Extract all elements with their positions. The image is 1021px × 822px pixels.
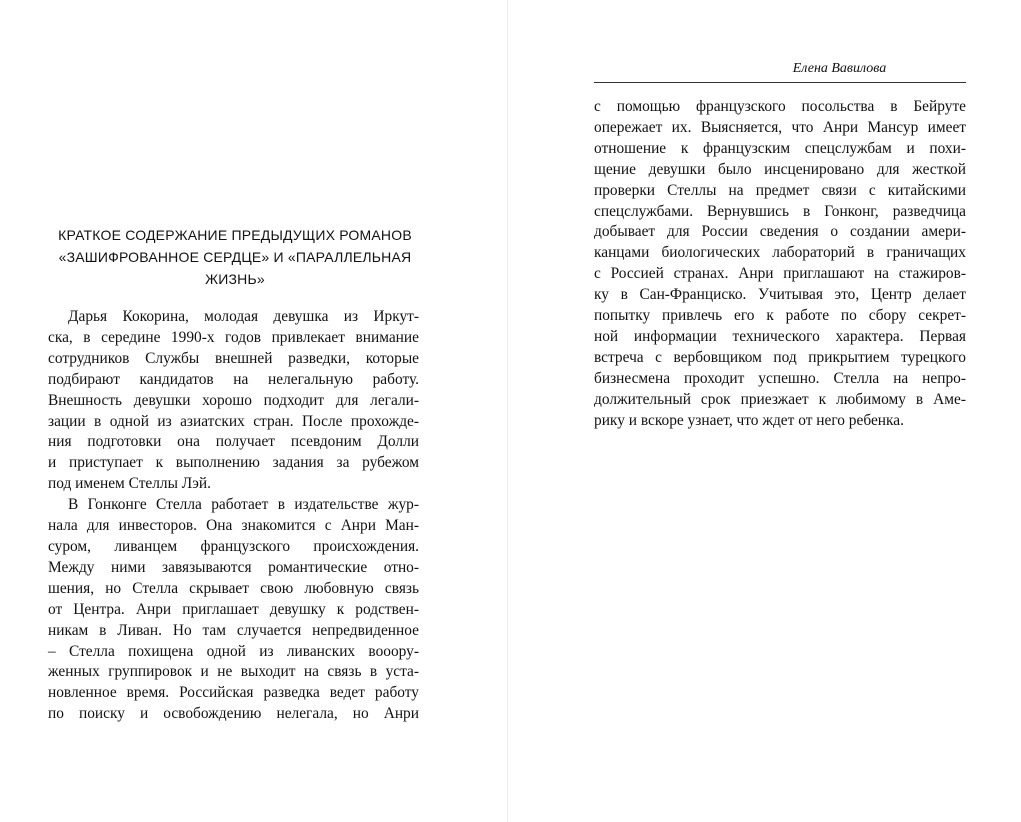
text-line: от Центра. Анри приглашает девушку к родствен- [48, 600, 419, 618]
header-rule [594, 82, 966, 83]
running-title: Елена Вавилова [792, 61, 887, 76]
text-line: и приступает к выполнению задания за рубежом [48, 454, 419, 472]
text-line: должительный срок приезжает к любимому в Аме- [594, 390, 966, 408]
text-line: – Стелла похищена одной из ливанских вооору- [48, 642, 419, 660]
text-line: женных группировок и не выходит на связь в уста- [48, 663, 419, 681]
text-line: В Гонконге Стелла работает в издательстве жур- [68, 496, 419, 514]
heading-line: КРАТКОЕ СОДЕРЖАНИЕ ПРЕДЫДУЩИХ РОМАНОВ [58, 227, 412, 243]
right-body-text [594, 97, 966, 432]
text-line: новленное время. Российская разведка ведет работу [48, 684, 419, 702]
text-line: спецслужбами. Вернувшись в Гонконг, разведчица [594, 202, 966, 220]
text-line: никам в Ливан. Но там случается непредвиденное [48, 621, 419, 639]
text-line: ку в Сан-Франциско. Учитывая это, Центр делает [594, 286, 966, 304]
text-line: добывает для России сведения о создании амери- [594, 223, 966, 241]
paragraph [594, 97, 966, 432]
text-line: с Россией странах. Анри приглашают на стажиров- [594, 265, 966, 283]
left-body-text [48, 307, 419, 725]
text-line: ния подготовки она получает псевдоним Долли [48, 433, 419, 451]
text-line: суром, ливанцем французского происхождения. [48, 537, 419, 555]
text-line: опережает их. Выясняется, что Анри Мансур имеет [594, 118, 966, 136]
text-line: бизнесмена проходит успешно. Стелла на непро- [594, 369, 966, 387]
text-line: ска, в середине 1990-х годов привлекает внимание [48, 328, 419, 346]
left-page [0, 0, 508, 822]
text-line: по поиску и освобождению нелегала, но Анри [48, 705, 419, 723]
text-line: канцами биологических лабораторий в граничащих [594, 244, 966, 262]
heading-line: «ЗАШИФРОВАННОЕ СЕРДЦЕ» И «ПАРАЛЛЕЛЬНАЯ [58, 249, 412, 265]
text-line: подбирают кандидатов на нелегальную работу. [48, 370, 419, 388]
paragraph [48, 495, 419, 725]
text-line: отношение к французским спецслужбам и похи- [594, 139, 966, 157]
summary-heading [50, 224, 420, 290]
text-line: под именем Стеллы Лэй. [48, 475, 211, 493]
text-line: щение девушки было инсценировано для жесткой [594, 160, 966, 178]
text-line: с помощью французского посольства в Бейруте [594, 98, 966, 115]
text-line: шения, но Стелла скрывает свою любовную связь [48, 579, 419, 597]
text-line: Дарья Кокорина, молодая девушка из Иркут- [68, 308, 419, 325]
running-head [594, 59, 965, 79]
text-line: попытку привлечь его к работе по сбору секрет- [594, 307, 966, 325]
text-line: ной информации технического характера. Первая [594, 327, 966, 345]
text-line: Внешность девушки хорошо подходит для легали- [48, 391, 419, 409]
text-line: Между ними завязываются романтические отно- [48, 558, 419, 576]
paragraph [48, 307, 419, 495]
text-line: сотрудников Службы внешней разведки, которые [48, 349, 419, 367]
heading-line: ЖИЗНЬ» [205, 271, 265, 287]
text-line: зации в одной из азиатских стран. После прохожде- [48, 412, 419, 430]
text-line: рику и вскоре узнает, что ждет от него ребенка. [594, 411, 904, 429]
text-line: встреча с вербовщиком под прикрытием турецкого [594, 348, 966, 366]
text-line: нала для инвесторов. Она знакомится с Анри Ман- [48, 517, 419, 535]
text-line: проверки Стеллы на предмет связи с китайскими [594, 181, 966, 199]
